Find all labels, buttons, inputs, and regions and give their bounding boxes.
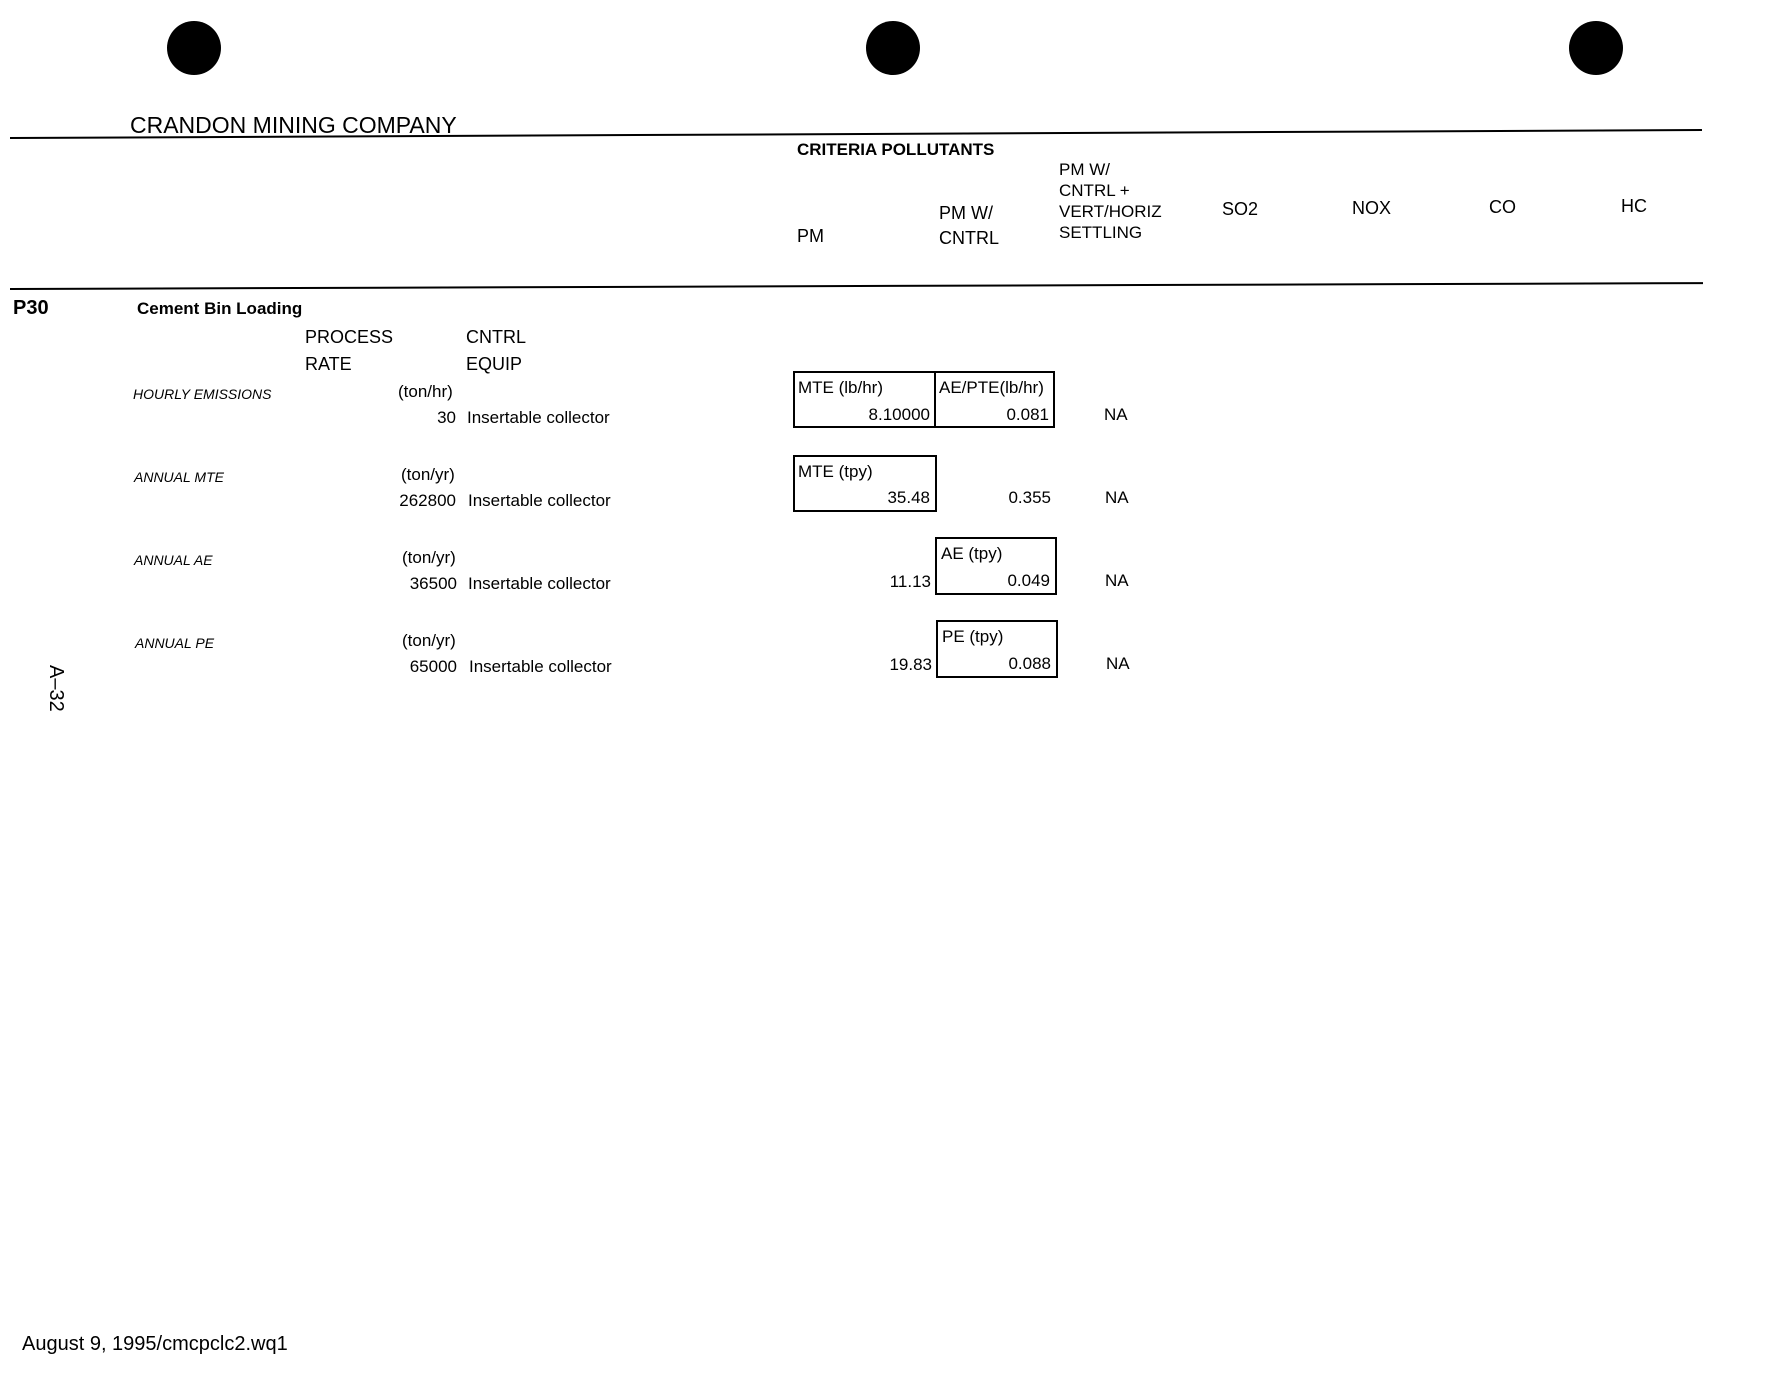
col-header-pm-cntrl-line1: PM W/: [939, 203, 993, 223]
settling-annual-mte: NA: [1105, 488, 1129, 507]
binder-hole-center: [866, 21, 920, 75]
equip-header-line1: CNTRL: [466, 327, 527, 347]
equip-annual-pe: Insertable collector: [469, 657, 612, 676]
footer-date-file: August 9, 1995/cmcpclc2.wq1: [22, 1333, 288, 1355]
equip-header: [466, 324, 526, 378]
rate-annual-pe: 65000: [409, 657, 457, 676]
col-header-pm-settling: [1059, 159, 1162, 243]
row-label-hourly-emissions: HOURLY EMISSIONS: [133, 386, 272, 402]
unit-annual-pe: (ton/yr): [402, 631, 456, 650]
unit-annual-mte: (ton/yr): [401, 465, 455, 484]
equip-hourly: Insertable collector: [467, 408, 610, 427]
pm-cntrl-annual-ae: 0.049: [1007, 571, 1050, 590]
rate-hourly: 30: [437, 408, 456, 427]
col-header-nox: NOX: [1352, 198, 1392, 218]
binder-hole-right: [1569, 21, 1623, 75]
company-name: CRANDON MINING COMPANY: [130, 112, 457, 138]
binder-hole-left: [167, 21, 221, 75]
col-header-hc: HC: [1621, 196, 1647, 216]
settling-hourly: NA: [1104, 405, 1128, 424]
unit-hourly: (ton/hr): [398, 382, 453, 401]
rate-header-line2: RATE: [305, 354, 352, 374]
mte-tpy-title: MTE (tpy): [798, 462, 873, 481]
col-header-pm-settling-line2: CNTRL +: [1059, 181, 1130, 200]
equip-annual-mte: Insertable collector: [468, 491, 611, 510]
process-id: P30: [13, 297, 49, 319]
criteria-pollutants-label: CRITERIA POLLUTANTS: [797, 140, 995, 159]
pm-annual-ae: 11.13: [889, 572, 931, 591]
page-number: A–32: [45, 665, 67, 712]
unit-annual-ae: (ton/yr): [402, 548, 456, 567]
col-header-pm-settling-line3: VERT/HORIZ: [1059, 202, 1162, 221]
equip-annual-ae: Insertable collector: [468, 574, 611, 593]
col-header-co: CO: [1489, 197, 1516, 217]
rate-annual-mte: 262800: [399, 491, 456, 510]
rate-annual-ae: 36500: [409, 574, 457, 593]
pe-tpy-title: PE (tpy): [942, 627, 1004, 646]
pm-annual-pe: 19.83: [889, 655, 932, 674]
pm-hourly: 8.10000: [868, 405, 930, 424]
col-header-pm-settling-line4: SETTLING: [1059, 223, 1143, 242]
ae-pte-lbhr-title: AE/PTE(lb/hr): [939, 378, 1044, 397]
row-label-annual-pe: ANNUAL PE: [135, 635, 215, 651]
col-header-so2: SO2: [1222, 199, 1259, 219]
pm-cntrl-annual-mte: 0.355: [1008, 488, 1051, 507]
pm-cntrl-hourly: 0.081: [1006, 405, 1049, 424]
row-label-annual-ae: ANNUAL AE: [134, 552, 213, 568]
pm-cntrl-annual-pe: 0.088: [1008, 654, 1051, 673]
rate-header-line1: PROCESS: [305, 327, 394, 347]
pm-annual-mte: 35.48: [887, 488, 930, 507]
col-header-pm: PM: [797, 226, 824, 246]
header-bottom-rule: [10, 282, 1703, 290]
process-name: Cement Bin Loading: [137, 299, 303, 318]
col-header-pm-settling-line1: PM W/: [1059, 160, 1110, 179]
mte-lbhr-title: MTE (lb/hr): [798, 378, 883, 397]
equip-header-line2: EQUIP: [466, 354, 523, 374]
col-header-pm-cntrl: [939, 201, 999, 251]
col-header-pm-cntrl-line2: CNTRL: [939, 228, 1000, 248]
rate-header: [305, 324, 393, 378]
row-label-annual-mte: ANNUAL MTE: [134, 469, 224, 485]
settling-annual-ae: NA: [1105, 571, 1129, 590]
ae-tpy-title: AE (tpy): [941, 544, 1003, 563]
settling-annual-pe: NA: [1106, 654, 1130, 673]
